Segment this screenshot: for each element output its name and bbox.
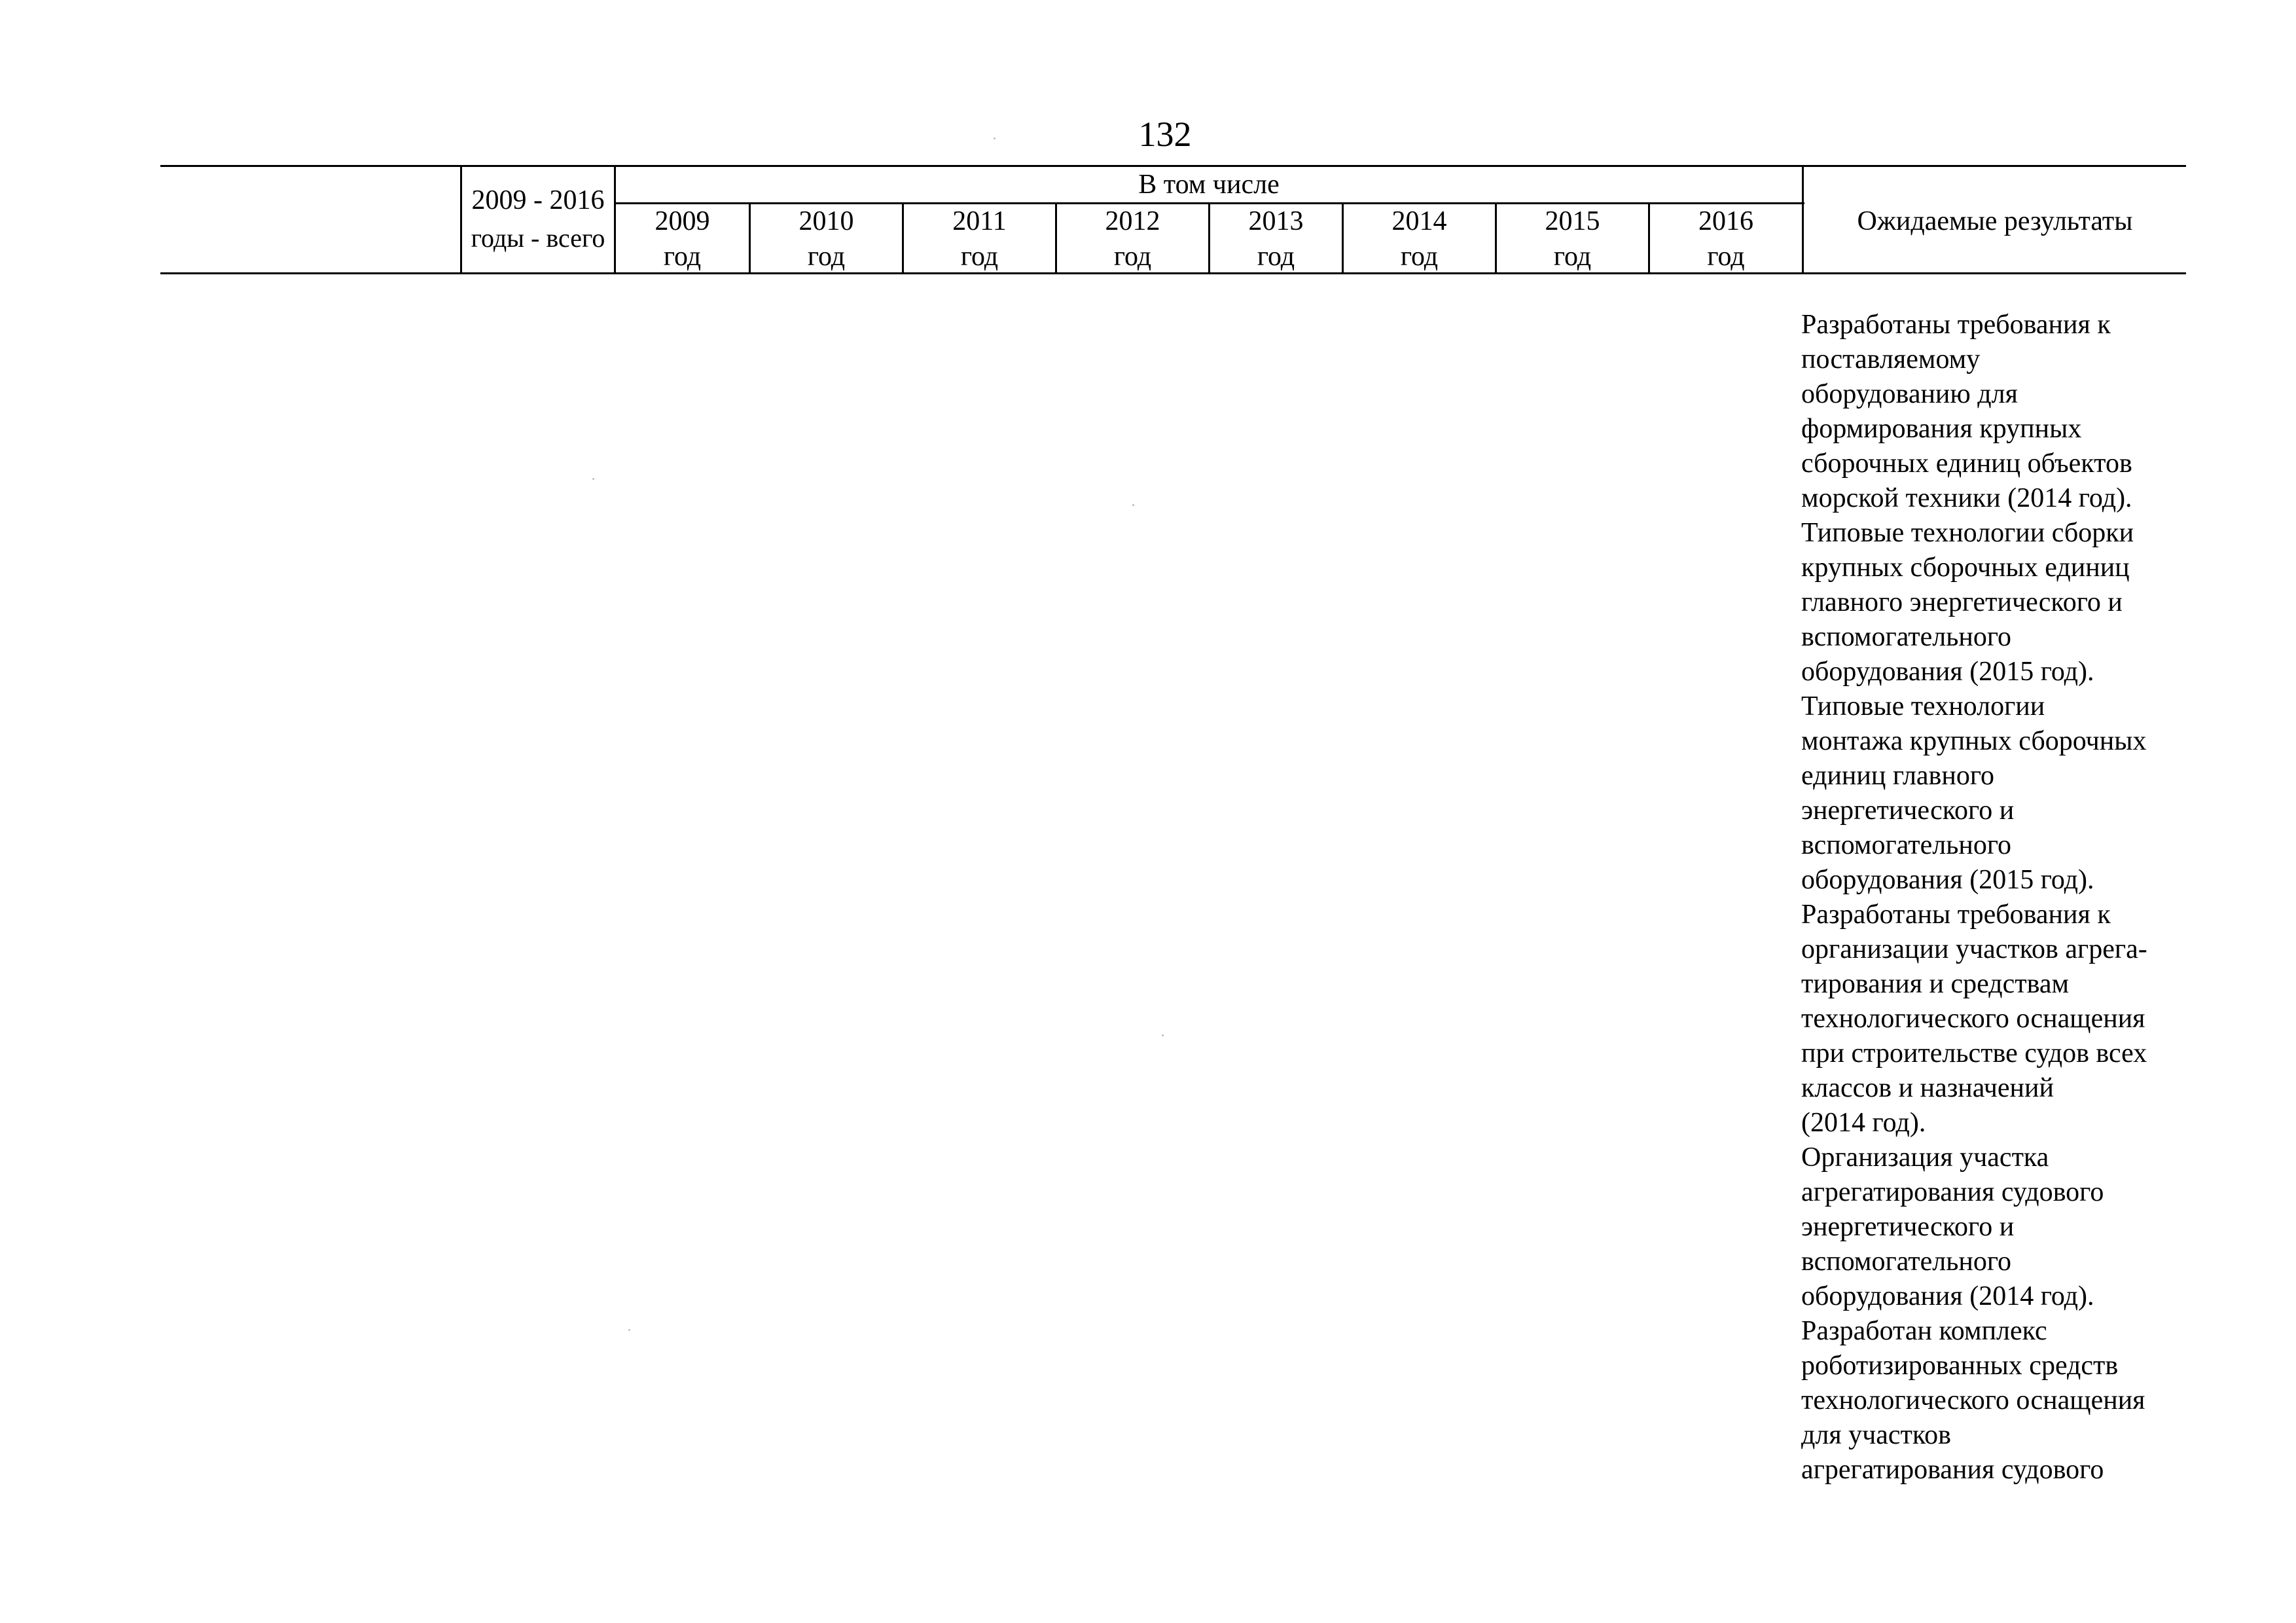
subgroup-label: В том числе (1138, 170, 1280, 200)
year-2014: 2014 (1391, 206, 1447, 236)
page-number: 132 (1138, 115, 1192, 154)
year-2011: 2011 (952, 206, 1007, 236)
year-2012: 2012 (1105, 206, 1160, 236)
year-2013: 2013 (1248, 206, 1304, 236)
header-top-rule (160, 165, 2186, 167)
scan-speck (1162, 1034, 1164, 1036)
year-2012-unit: год (1113, 242, 1152, 272)
col-divider-total-left (460, 165, 462, 274)
total-label-line1: 2009 - 2016 (471, 185, 605, 215)
year-2016-unit: год (1707, 242, 1745, 272)
scan-speck (628, 1329, 630, 1331)
year-2016: 2016 (1698, 206, 1753, 236)
year-2009: 2009 (655, 206, 710, 236)
year-2009-unit: год (663, 242, 702, 272)
year-2015-unit: год (1553, 242, 1592, 272)
year-2010-unit: год (807, 242, 846, 272)
year-2013-unit: год (1257, 242, 1295, 272)
year-2010: 2010 (798, 206, 854, 236)
expected-results-text: Разработаны требования к поставляемому оборудованию для формирования крупных сборочных единиц объектов морской техники (2014 год). Типовые технологии сборки крупных сборочных единиц главного энергетического и вспомогательного оборудования (2015 год). Типовые технологии монтажа крупных сборочных единиц главного энергетического и вспомогательного оборудования (2015 год). Разработаны требования к организации участков агрега- тирования и средствам технологического оснащения при строительстве судов всех классов и назначений (2014 год). Организация участка агрегатирования судового энергетического и вспомогательного оборудования (2014 год). Разработан комплекс роботизированных средств технологического оснащения для участков агрегатирования судового (1801, 310, 2147, 1485)
year-2015: 2015 (1545, 206, 1600, 236)
total-label-line2: годы - всего (471, 223, 605, 253)
scan-speck (994, 137, 996, 139)
year-2011-unit: год (960, 242, 999, 272)
scan-speck (1132, 504, 1134, 506)
results-header: Ожидаемые результаты (1857, 206, 2133, 236)
scan-speck (592, 478, 594, 480)
year-2014-unit: год (1400, 242, 1439, 272)
